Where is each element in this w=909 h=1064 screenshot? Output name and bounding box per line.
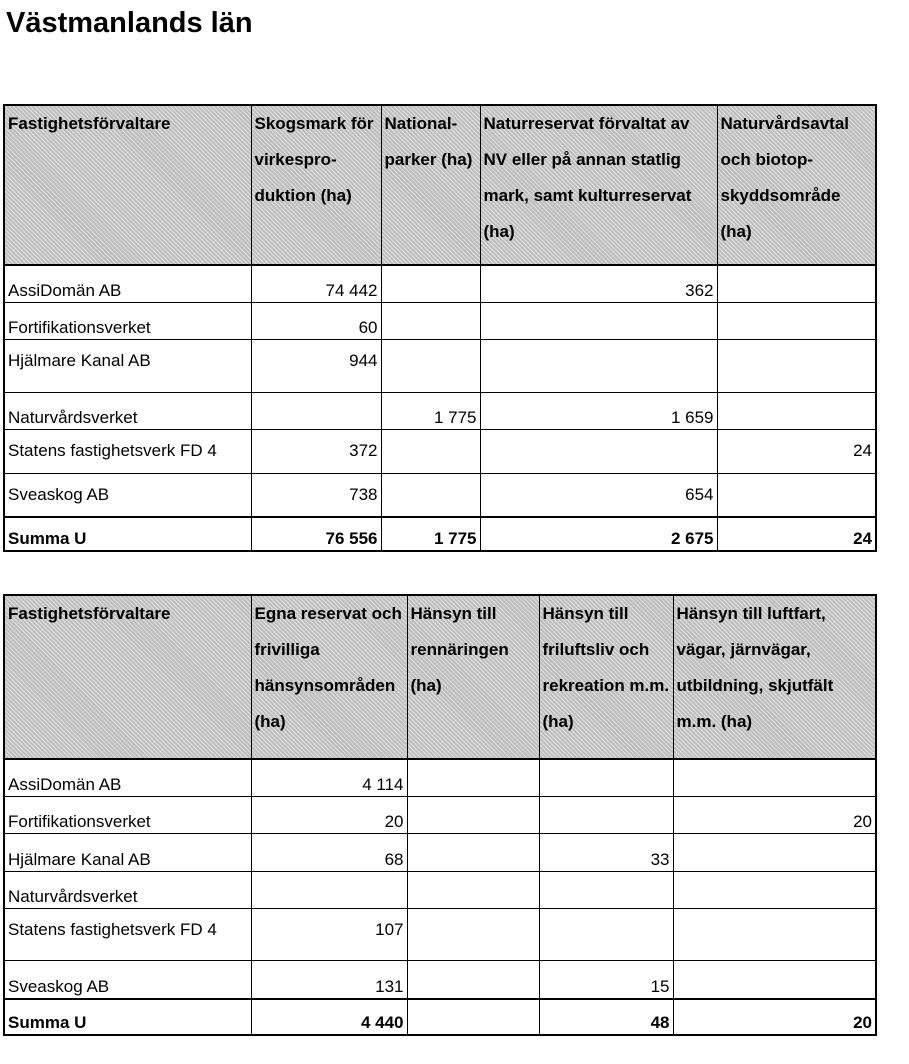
column-header-outdoor-recreation: Hänsyn till friluftsliv och rekreation m.m. (ha) xyxy=(539,595,673,759)
cell-manager: Fortifikationsverket xyxy=(4,796,251,833)
cell-total-label: Summa U xyxy=(4,999,251,1035)
cell-value xyxy=(407,960,539,999)
cell-value: 1 659 xyxy=(480,392,717,429)
cell-total-value xyxy=(407,999,539,1035)
cell-value xyxy=(407,833,539,871)
cell-manager: Fortifikationsverket xyxy=(4,302,251,339)
cell-value xyxy=(717,302,876,339)
cell-total-value: 20 xyxy=(673,999,876,1035)
table-row xyxy=(4,759,876,796)
table-row xyxy=(4,302,876,339)
column-header-own-reserves: Egna reservat och frivilliga hänsynsområden (ha) xyxy=(251,595,407,759)
cell-value xyxy=(480,429,717,473)
cell-manager: Hjälmare Kanal AB xyxy=(4,833,251,871)
cell-value xyxy=(673,960,876,999)
cell-value: 24 xyxy=(717,429,876,473)
cell-value xyxy=(673,759,876,796)
cell-value xyxy=(673,908,876,960)
table-row xyxy=(4,796,876,833)
property-table-2 xyxy=(3,594,877,1036)
table-row xyxy=(4,392,876,429)
cell-value xyxy=(407,908,539,960)
column-header-infrastructure: Hänsyn till luftfart, vägar, järnvägar, utbildning, skjutfält m.m. (ha) xyxy=(673,595,876,759)
table-total-row xyxy=(4,999,876,1035)
cell-value xyxy=(673,871,876,908)
cell-manager: Statens fastighetsverk FD 4 xyxy=(4,908,251,960)
table-row xyxy=(4,265,876,302)
cell-value xyxy=(673,833,876,871)
cell-value xyxy=(407,759,539,796)
cell-total-label: Summa U xyxy=(4,517,251,551)
cell-value: 944 xyxy=(251,339,381,392)
cell-value xyxy=(539,871,673,908)
cell-total-value: 24 xyxy=(717,517,876,551)
page-title: Västmanlands län xyxy=(6,7,253,39)
cell-value: 68 xyxy=(251,833,407,871)
column-header-forest-land: Skogsmark för virkespro-duktion (ha) xyxy=(251,105,381,265)
table-header-row xyxy=(4,595,876,759)
cell-value xyxy=(381,429,480,473)
cell-value xyxy=(407,871,539,908)
cell-manager: Sveaskog AB xyxy=(4,960,251,999)
cell-value: 107 xyxy=(251,908,407,960)
cell-manager: AssiDomän AB xyxy=(4,265,251,302)
table-header-row xyxy=(4,105,876,265)
column-header-national-parks: National-parker (ha) xyxy=(381,105,480,265)
cell-manager: AssiDomän AB xyxy=(4,759,251,796)
cell-value: 60 xyxy=(251,302,381,339)
cell-value xyxy=(539,908,673,960)
cell-value xyxy=(717,473,876,517)
cell-total-value: 4 440 xyxy=(251,999,407,1035)
cell-value: 131 xyxy=(251,960,407,999)
table-row xyxy=(4,871,876,908)
property-table-1 xyxy=(3,104,877,552)
table-row xyxy=(4,908,876,960)
cell-value: 4 114 xyxy=(251,759,407,796)
cell-manager: Naturvårdsverket xyxy=(4,871,251,908)
cell-value: 15 xyxy=(539,960,673,999)
cell-manager: Naturvårdsverket xyxy=(4,392,251,429)
table-row xyxy=(4,429,876,473)
cell-value: 33 xyxy=(539,833,673,871)
cell-value: 20 xyxy=(673,796,876,833)
cell-total-value: 48 xyxy=(539,999,673,1035)
table-row xyxy=(4,960,876,999)
cell-value xyxy=(251,871,407,908)
table-total-row xyxy=(4,517,876,551)
table-row xyxy=(4,473,876,517)
cell-value xyxy=(381,302,480,339)
cell-value xyxy=(480,339,717,392)
cell-value: 1 775 xyxy=(381,392,480,429)
cell-value xyxy=(480,302,717,339)
cell-value xyxy=(407,796,539,833)
cell-value xyxy=(381,265,480,302)
column-header-nature-reserves: Naturreservat förvaltat av NV eller på annan statlig mark, samt kulturreservat (ha) xyxy=(480,105,717,265)
cell-manager: Hjälmare Kanal AB xyxy=(4,339,251,392)
cell-value: 738 xyxy=(251,473,381,517)
cell-value: 372 xyxy=(251,429,381,473)
cell-value: 654 xyxy=(480,473,717,517)
table-row xyxy=(4,339,876,392)
cell-value xyxy=(381,473,480,517)
cell-manager: Statens fastighetsverk FD 4 xyxy=(4,429,251,473)
column-header-manager: Fastighetsförvaltare xyxy=(4,105,251,265)
column-header-manager: Fastighetsförvaltare xyxy=(4,595,251,759)
cell-value xyxy=(539,796,673,833)
table-row xyxy=(4,833,876,871)
cell-total-value: 76 556 xyxy=(251,517,381,551)
cell-value xyxy=(539,759,673,796)
cell-value: 20 xyxy=(251,796,407,833)
cell-manager: Sveaskog AB xyxy=(4,473,251,517)
cell-value: 362 xyxy=(480,265,717,302)
cell-value xyxy=(717,392,876,429)
cell-value xyxy=(381,339,480,392)
column-header-conservation-agreements: Naturvårdsavtal och biotop-skyddsområde (ha) xyxy=(717,105,876,265)
cell-total-value: 2 675 xyxy=(480,517,717,551)
cell-value xyxy=(717,265,876,302)
column-header-reindeer-husbandry: Hänsyn till rennäringen (ha) xyxy=(407,595,539,759)
cell-value xyxy=(251,392,381,429)
cell-value: 74 442 xyxy=(251,265,381,302)
cell-total-value: 1 775 xyxy=(381,517,480,551)
cell-value xyxy=(717,339,876,392)
